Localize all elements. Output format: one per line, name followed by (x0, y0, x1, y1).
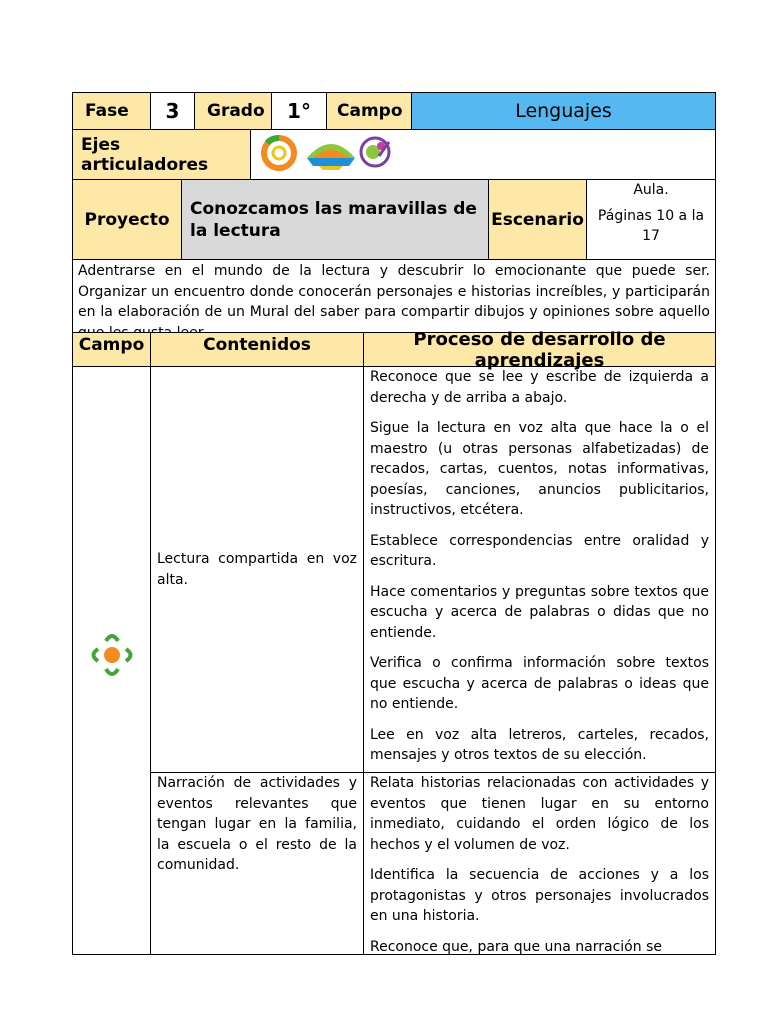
proceso-item: Sigue la lectura en voz alta que hace la o el maestro (u otras personas alfabetizadas) de recados, cartas, cuentos, notas informativas, poesías, canciones, anuncios publicitarios, instructivos, etcétera. (370, 420, 709, 518)
proceso-item: Reconoce que, para que una narración se (370, 938, 662, 955)
campo-icon-cell (72, 366, 151, 955)
grado-value: 1° (271, 92, 327, 130)
procesos-narracion (363, 772, 716, 955)
project-description: Adentrarse en el mundo de la lectura y descubrir lo emocionante que puede ser. Organizar un encuentro donde conocerán personajes e historias increíbles, y participarán en la elaboración de un Mural del saber para compartir dibujos y opiniones sobre aquello (72, 259, 716, 333)
contenido-narracion: Narración de actividades y eventos relevantes que tengan lugar en la familia, la escuela o el resto de la comunidad. (150, 772, 364, 955)
procesos-lectura (363, 366, 716, 773)
fase-label: Fase (72, 92, 151, 130)
fase-value: 3 (150, 92, 195, 130)
proceso-item: Establece correspondencias entre oralidad y escritura. (370, 532, 709, 569)
col-header-proceso: Proceso de desarrollo de aprendizajes (363, 332, 716, 367)
campo-value: Lenguajes (411, 92, 716, 130)
escenario-line2: Páginas 10 a la 17 (597, 208, 705, 244)
campo-label: Campo (326, 92, 412, 130)
ejes-label: Ejes articuladores (72, 129, 251, 180)
proceso-item: Identifica la secuencia de acciones y a los protagonistas y otros personajes involucrados en una historia. (370, 867, 709, 924)
col-header-contenidos: Contenidos (150, 332, 364, 367)
grado-label: Grado (194, 92, 272, 130)
proyecto-label: Proyecto (72, 179, 182, 260)
contenido-lectura: Lectura compartida en voz alta. (150, 366, 364, 773)
escenario-label: Escenario (488, 179, 587, 260)
proceso-item: Verifica o confirma información sobre textos que escucha y acerca de palabras o ideas que no entiende. (370, 655, 709, 712)
interculturalidad-icon (303, 132, 359, 172)
proceso-item: Hace comentarios y preguntas sobre textos que escucha y acerca de palabras o didas que no entiende. (370, 583, 709, 641)
ejes-icons-cell (250, 129, 716, 180)
inclusion-icon (259, 133, 299, 173)
escenario-line1: Aula. (633, 182, 669, 198)
proceso-item: Relata historias relacionadas con actividades y eventos que tienen lugar en su entorno inmediato, cuidando el orden lógico de los hechos y el volumen de voz. (370, 775, 709, 853)
lenguajes-icon (87, 629, 137, 681)
proceso-item: Lee en voz alta letreros, carteles, recados, mensajes y otros textos de su elección. (370, 726, 709, 763)
artes-icon (355, 132, 395, 172)
proceso-item: Reconoce que se lee y escribe de izquierda a derecha y de arriba a abajo. (370, 369, 709, 406)
col-header-campo: Campo (72, 332, 151, 367)
proyecto-title: Conozcamos las maravillas de la lectura (181, 179, 489, 260)
escenario-value (586, 179, 716, 260)
